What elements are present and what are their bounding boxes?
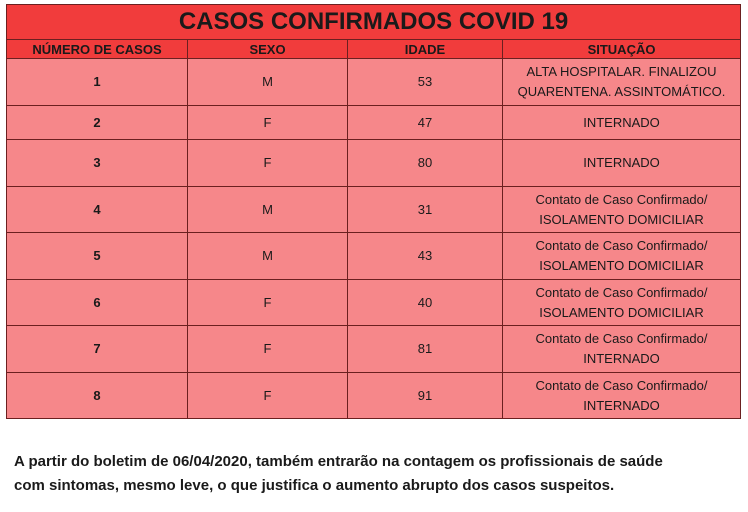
case-sex: F <box>188 280 348 326</box>
case-status-line: ISOLAMENTO DOMICILIAR <box>539 211 704 227</box>
case-age: 43 <box>348 233 503 280</box>
table-row <box>7 280 741 326</box>
table-row <box>7 187 741 233</box>
bulletin-note-line: com sintomas, mesmo leve, o que justifica o aumento abrupto dos casos suspeitos. <box>14 477 615 494</box>
case-age: 80 <box>348 140 503 187</box>
column-header-sexo: SEXO <box>188 40 348 59</box>
case-age: 40 <box>348 280 503 326</box>
column-header-idade: IDADE <box>348 40 503 59</box>
case-sex: M <box>188 233 348 280</box>
case-status-line: Contato de Caso Confirmado/ <box>535 331 708 346</box>
case-status-line: ISOLAMENTO DOMICILIAR <box>539 304 704 320</box>
table-row <box>7 140 741 187</box>
case-status <box>503 280 741 326</box>
case-status-line: INTERNADO <box>583 351 660 366</box>
case-status <box>503 140 741 187</box>
case-number: 6 <box>7 280 188 326</box>
case-sex: F <box>188 106 348 140</box>
column-header-numero: NÚMERO DE CASOS <box>7 40 188 59</box>
case-number: 8 <box>7 373 188 419</box>
table-row <box>7 326 741 373</box>
case-status <box>503 106 741 140</box>
case-age: 47 <box>348 106 503 140</box>
cases-table-container <box>6 4 740 419</box>
case-status-line: Contato de Caso Confirmado/ <box>535 238 708 253</box>
column-header-situacao: SITUAÇÃO <box>503 40 741 59</box>
case-status <box>503 326 741 373</box>
table-row <box>7 233 741 280</box>
case-status <box>503 59 741 106</box>
case-status-line: ISOLAMENTO DOMICILIAR <box>539 258 704 273</box>
case-number: 1 <box>7 59 188 106</box>
table-row <box>7 59 741 106</box>
case-status <box>503 373 741 419</box>
case-sex: M <box>188 59 348 106</box>
case-number: 5 <box>7 233 188 280</box>
case-age: 81 <box>348 326 503 373</box>
case-age: 31 <box>348 187 503 233</box>
case-sex: F <box>188 373 348 419</box>
case-number: 4 <box>7 187 188 233</box>
case-age: 91 <box>348 373 503 419</box>
case-status <box>503 233 741 280</box>
case-status-line: Contato de Caso Confirmado/ <box>535 377 708 393</box>
table-row <box>7 106 741 140</box>
bulletin-note-line: A partir do boletim de 06/04/2020, também entrarão na contagem os profissionais de saúde <box>14 453 663 470</box>
case-status-line: QUARENTENA. ASSINTOMÁTICO. <box>517 84 726 99</box>
cases-table <box>6 4 741 419</box>
case-status-line: Contato de Caso Confirmado/ <box>535 191 708 207</box>
case-number: 3 <box>7 140 188 187</box>
case-number: 2 <box>7 106 188 140</box>
table-row <box>7 373 741 419</box>
case-status-line: INTERNADO <box>583 155 660 170</box>
case-status-line: INTERNADO <box>583 114 660 130</box>
case-status <box>503 187 741 233</box>
table-title: CASOS CONFIRMADOS COVID 19 <box>7 5 741 40</box>
case-age: 53 <box>348 59 503 106</box>
case-sex: M <box>188 187 348 233</box>
case-status-line: Contato de Caso Confirmado/ <box>535 284 708 300</box>
case-sex: F <box>188 140 348 187</box>
case-number: 7 <box>7 326 188 373</box>
bulletin-note <box>14 450 738 498</box>
case-status-line: INTERNADO <box>583 397 660 413</box>
case-sex: F <box>188 326 348 373</box>
case-status-line: ALTA HOSPITALAR. FINALIZOU <box>526 64 717 79</box>
